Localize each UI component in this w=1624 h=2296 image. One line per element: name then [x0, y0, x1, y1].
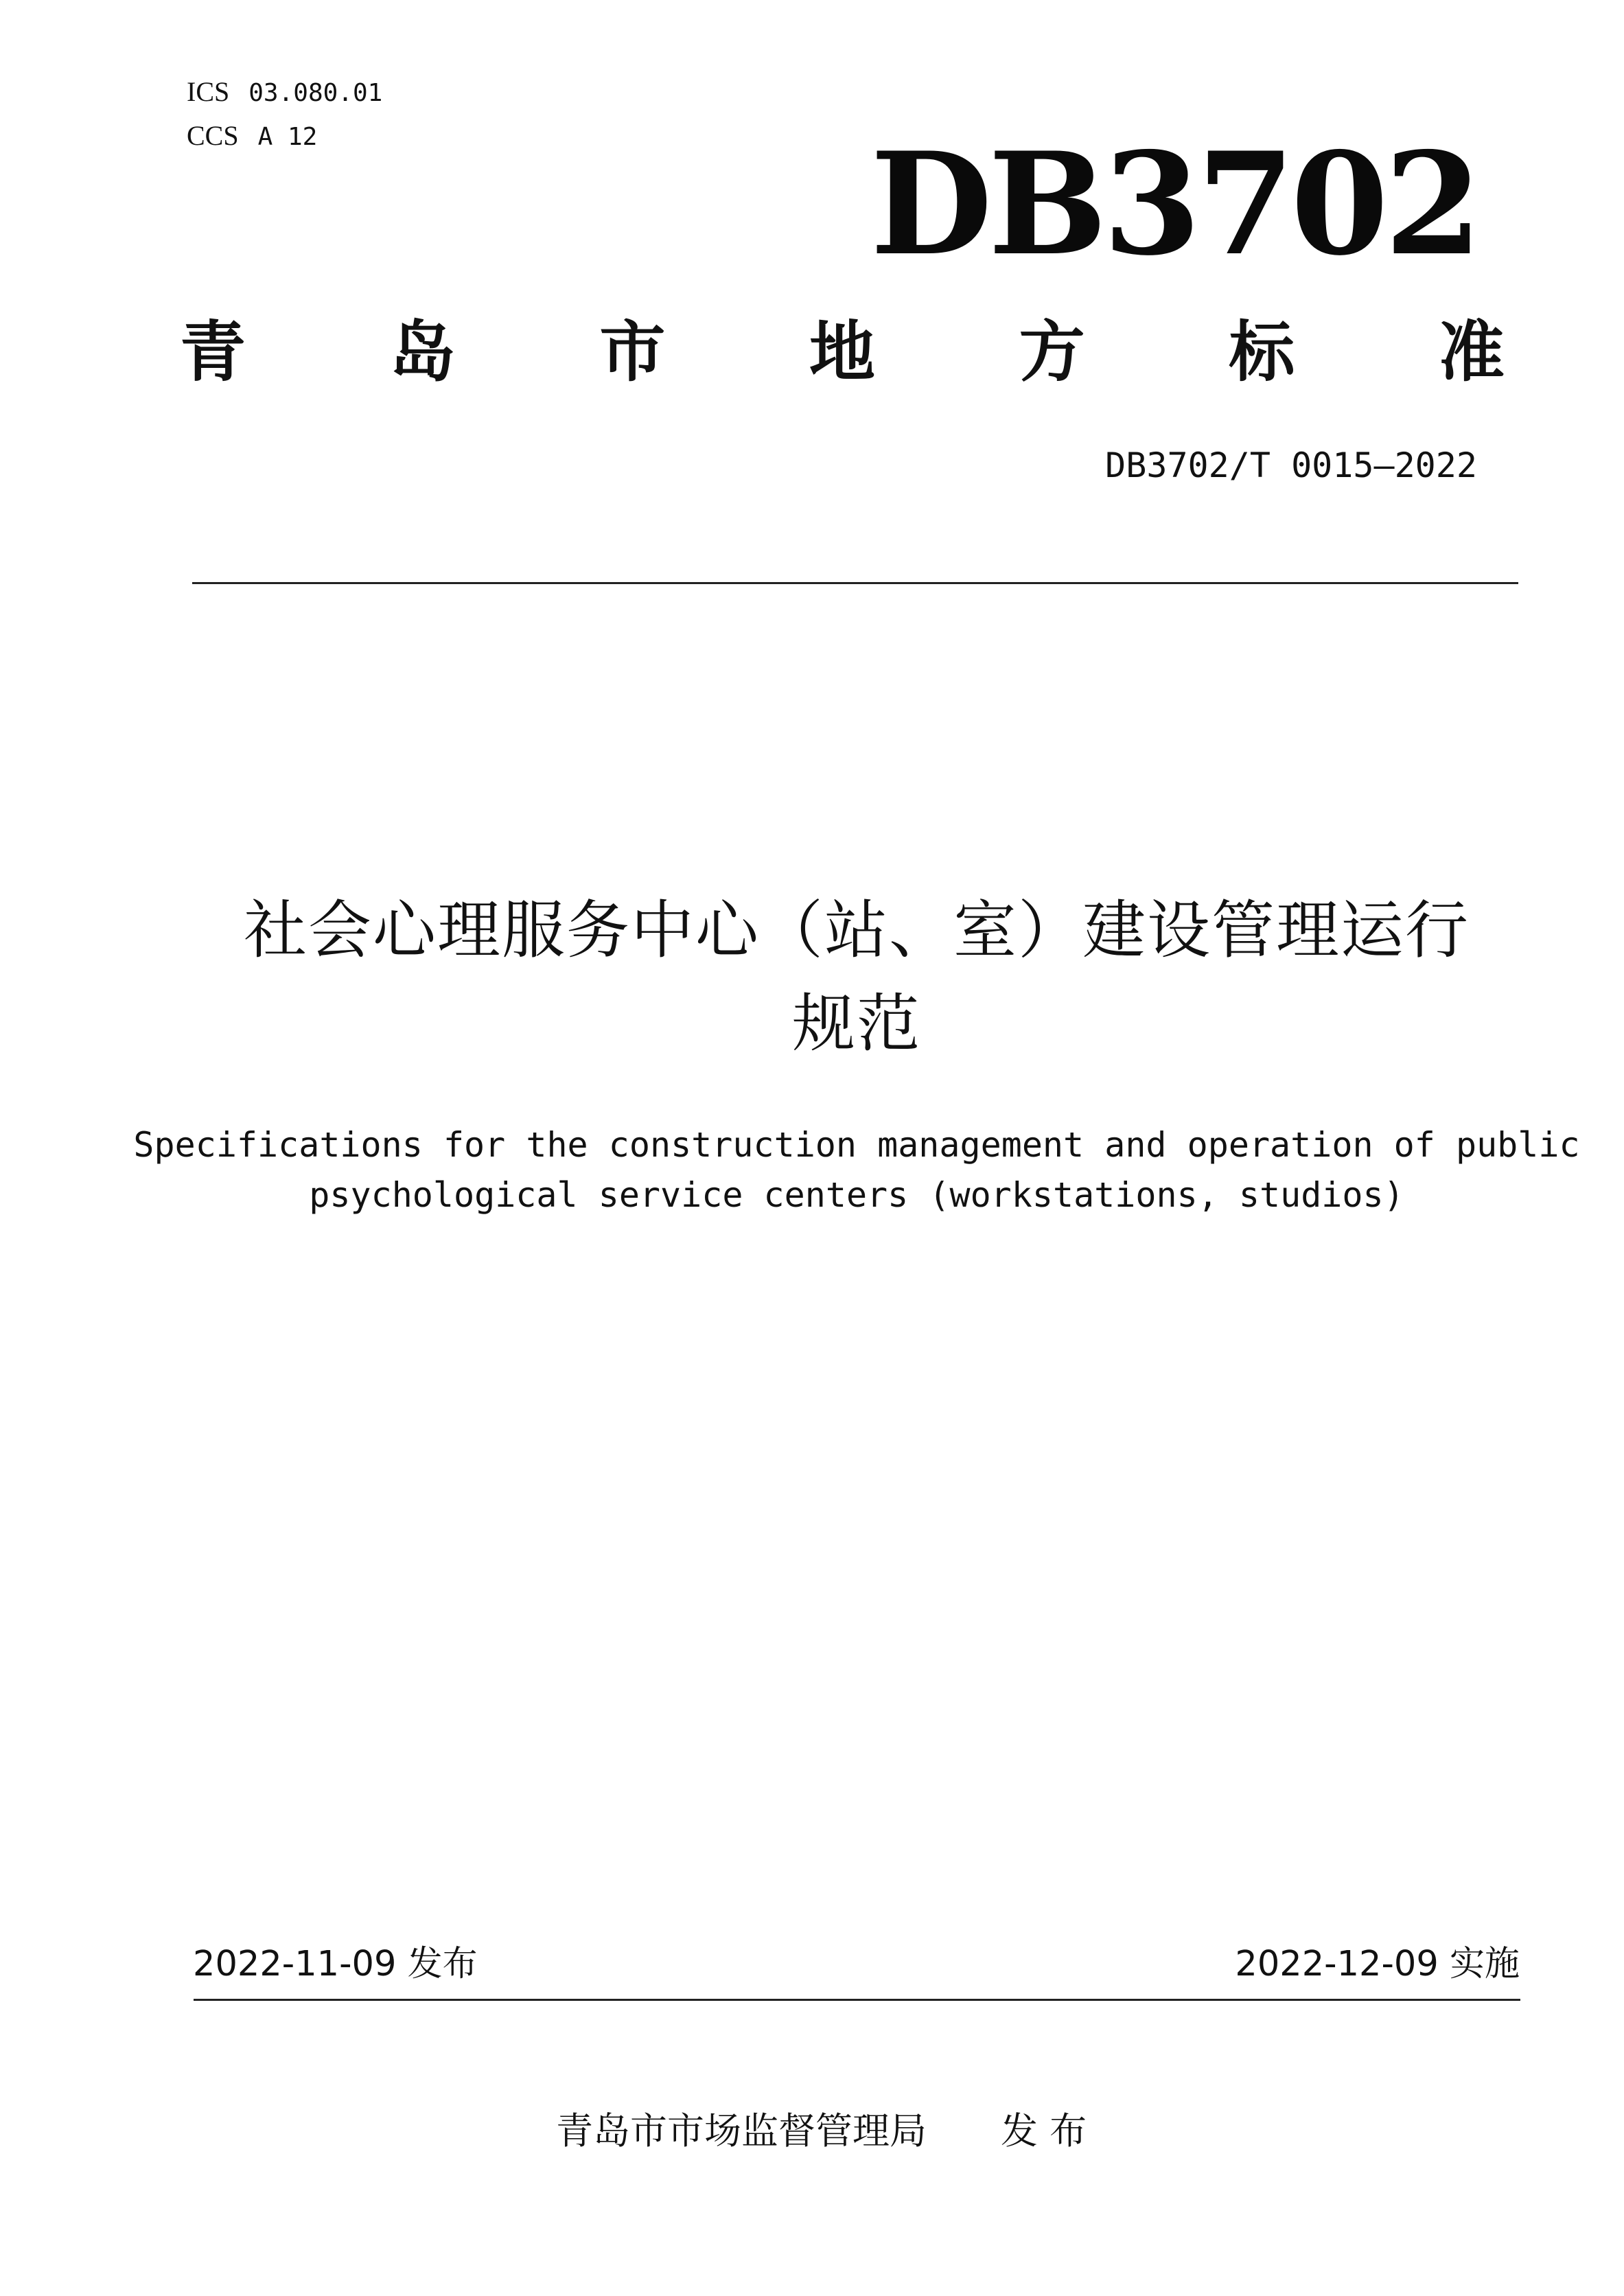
ccs-label: CCS	[187, 120, 239, 151]
ccs-line	[187, 121, 317, 152]
header-divider	[192, 582, 1518, 584]
ccs-value: A 12	[257, 123, 318, 151]
ics-line	[187, 77, 382, 108]
document-title-zh-line2: 规范	[791, 987, 921, 1060]
issue-date: 2022-11-09 发布	[193, 1944, 478, 1984]
standard-number: DB3702/T 0015—2022	[1105, 445, 1477, 485]
standard-type-char: 市	[599, 314, 666, 391]
standard-type-char: 准	[1438, 314, 1505, 391]
standard-type-char: 岛	[389, 314, 456, 391]
document-title-zh-line1: 社会心理服务中心（站、室）建设管理运行	[243, 894, 1470, 967]
publisher-name: 青岛市市场监督管理局	[556, 2109, 927, 2153]
document-title-en	[124, 1120, 1590, 1220]
implementation-date: 2022-12-09 实施	[1235, 1944, 1520, 1984]
standard-type-char: 地	[809, 314, 875, 391]
standard-type-char: 标	[1229, 314, 1295, 391]
standard-type-title	[180, 314, 1505, 390]
ics-label: ICS	[187, 76, 230, 107]
footer-divider	[194, 1999, 1520, 2001]
standard-type-char: 方	[1019, 314, 1085, 391]
document-title-zh	[137, 884, 1576, 1071]
standard-type-char: 青	[180, 314, 246, 391]
publisher-action: 发 布	[1001, 2109, 1087, 2153]
ics-value: 03.080.01	[248, 79, 383, 107]
document-title-en-line2: psychological service centers (workstations, studios)	[309, 1175, 1404, 1215]
db-code-mark: DB3702	[870, 122, 1478, 287]
publisher-line	[556, 2109, 1087, 2154]
document-title-en-line1: Specifications for the construction management and operation of public	[133, 1125, 1580, 1165]
